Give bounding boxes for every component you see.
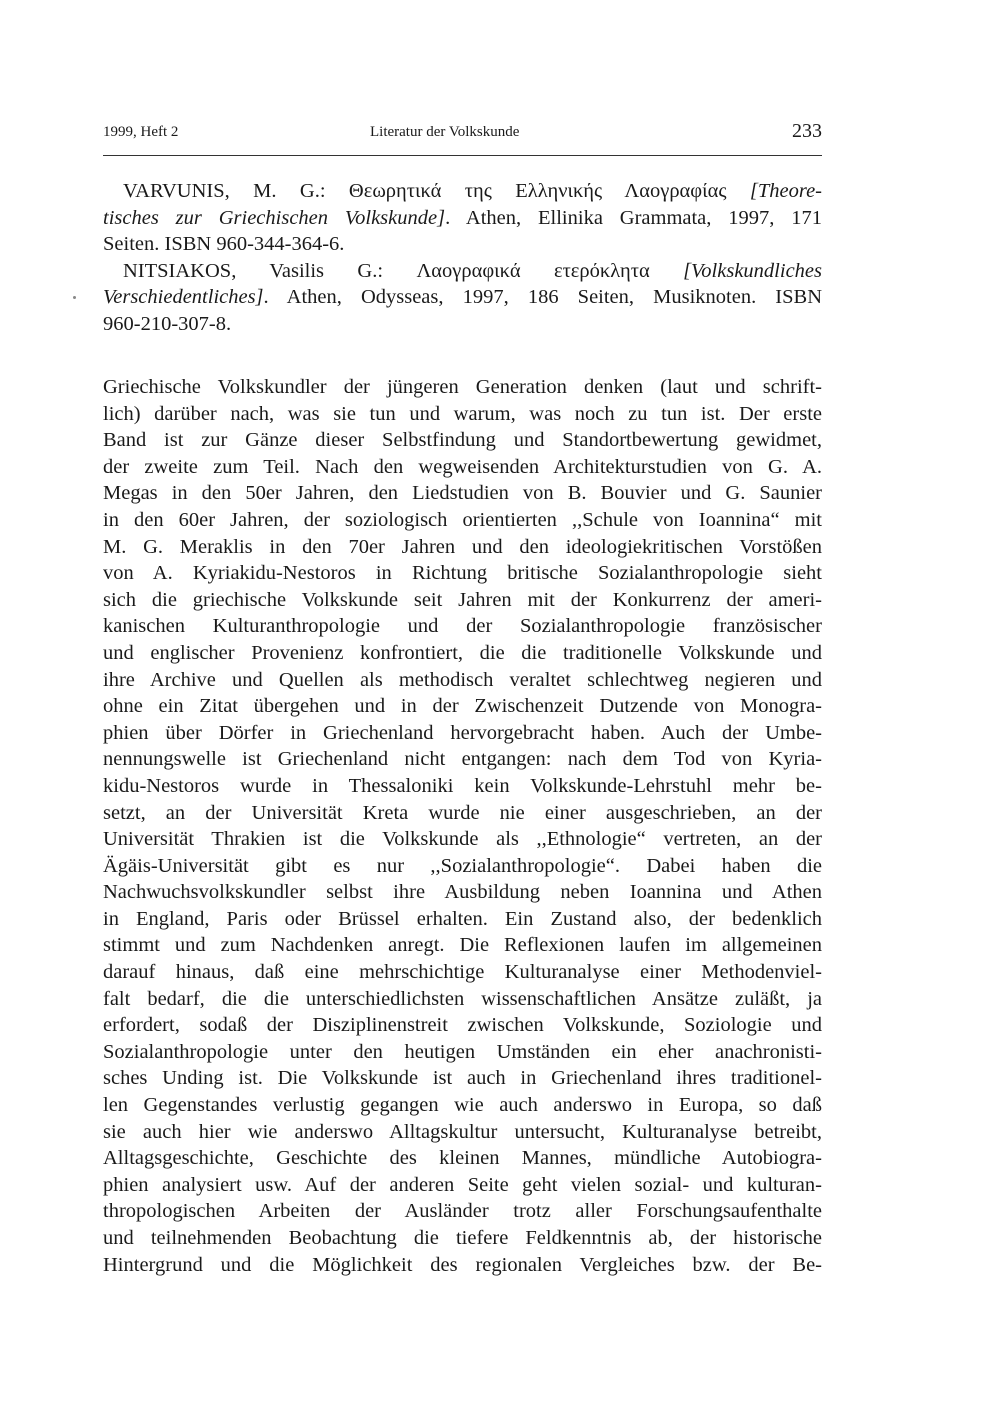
body-line: lich) darüber nach, was sie tun und warum, was noch zu tun ist. Der erste [103, 402, 822, 425]
entry-text: . Athen, Ellinika Grammata, 1997, 171 [445, 206, 823, 229]
body-text [103, 374, 822, 1278]
body-line: Hintergrund und die Möglichkeit des regionalen Vergleiches bzw. der Be- [103, 1253, 822, 1276]
body-line: in den 60er Jahren, der soziologisch orientierten ,,Schule von Ioannina“ mit [103, 508, 822, 531]
body-line: M. G. Meraklis in den 70er Jahren und den ideologiekritischen Vorstößen [103, 535, 822, 558]
entry-text: NITSIAKOS, Vasilis G.: Λαογραφικά ετερόκλητα [123, 259, 684, 282]
entry-line [103, 258, 822, 285]
body-line: phien über Dörfer in Griechenland hervorgebracht haben. Auch der Umbe- [103, 721, 822, 744]
bibliography-entry [103, 178, 822, 258]
issue-label: 1999, Heft 2 [103, 124, 179, 140]
body-line: nennungswelle ist Griechenland nicht entgangen: nach dem Tod von Kyria- [103, 748, 822, 771]
body-line: sie auch hier wie anderswo Alltagskultur untersucht, Kulturanalyse betreibt, [103, 1120, 822, 1143]
body-line: und englischer Provenienz konfrontiert, die die traditionelle Volkskunde und [103, 641, 822, 664]
margin-mark [73, 296, 76, 299]
body-line: und teilnehmenden Beobachtung die tiefere Feldkenntnis ab, der historische [103, 1227, 822, 1249]
entry-text: 960-210-307-8. [103, 312, 232, 335]
body-line: sich die griechische Volkskunde seit Jahren mit der Konkurrenz der ameri- [103, 588, 822, 611]
body-line: Universität Thrakien ist die Volkskunde als ,,Ethnologie“ vertreten, an der [103, 828, 822, 851]
body-line: Megas in den 50er Jahren, den Liedstudien von B. Bouvier und G. Saunier [103, 482, 822, 505]
body-line: setzt, an der Universität Kreta wurde nie einer ausgeschrieben, an der [103, 801, 822, 824]
entry-line [103, 178, 822, 205]
body-line: erfordert, sodaß der Disziplinenstreit zwischen Volkskunde, Soziologie und [103, 1014, 822, 1037]
body-line: len Gegenstandes verlustig gegangen wie auch anderswo in Europa, so daß [103, 1094, 822, 1117]
entry-text: Seiten. ISBN 960-344-364-6. [103, 233, 345, 256]
body-line: Nachwuchsvolkskundler selbst ihre Ausbildung neben Ioannina und Athen [103, 881, 822, 904]
entry-text: VARVUNIS, M. G.: Θεωρητικά της Ελληνικής Λαογραφίας [123, 180, 750, 202]
body-line: darauf hinaus, daß eine mehrschichtige Kulturanalyse einer Methodenviel- [103, 961, 822, 984]
section-title: Literatur der Volkskunde [370, 124, 520, 140]
body-line: kanischen Kulturanthropologie und der Sozialanthropologie französischer [103, 615, 822, 638]
entry-line [103, 311, 822, 338]
body-line: stimmt und zum Nachdenken anregt. Die Reflexionen laufen im allgemeinen [103, 934, 822, 957]
body-line: falt bedarf, die die unterschiedlichsten wissenschaftlichen Ansätze zuläßt, ja [103, 987, 822, 1010]
entry-text: . Athen, Odysseas, 1997, 186 Seiten, Musiknoten. ISBN [263, 286, 822, 309]
header-rule [103, 155, 822, 156]
body-line: ohne ein Zitat übergehen und in der Zwischenzeit Dutzende von Monogra- [103, 695, 822, 718]
entry-line [103, 205, 822, 232]
page-number: 233 [792, 120, 822, 142]
bibliography-entry [103, 258, 822, 338]
body-line: Alltagsgeschichte, Geschichte des kleinen Mannes, mündliche Autobiogra- [103, 1147, 822, 1170]
bibliography [103, 178, 822, 338]
entry-title-translation: tisches zur Griechischen Volkskunde] [103, 206, 446, 229]
entry-title-translation: Verschiedentliches] [103, 286, 264, 309]
body-line: in England, Paris oder Brüssel erhalten. Ein Zustand also, der bedenklich [103, 907, 822, 930]
body-line: Band ist zur Gänze dieser Selbstfindung und Standortbewertung gewidmet, [103, 429, 822, 452]
entry-title-translation: [Theore- [749, 180, 822, 202]
body-line: Ägäis-Universität gibt es nur ,,Sozialanthropologie“. Dabei haben die [103, 854, 822, 877]
body-line: kidu-Nestoros wurde in Thessaloniki kein Volkskunde-Lehrstuhl mehr be- [103, 774, 822, 797]
entry-line [103, 231, 822, 258]
body-line: thropologischen Arbeiten der Ausländer trotz aller Forschungsaufenthalte [103, 1200, 822, 1223]
body-line: Sozialanthropologie unter den heutigen Umständen ein eher anachronisti- [103, 1040, 822, 1063]
body-line: von A. Kyriakidu-Nestoros in Richtung britische Sozialanthropologie sieht [103, 562, 822, 585]
body-line: der zweite zum Teil. Nach den wegweisenden Architekturstudien von G. A. [103, 455, 822, 478]
body-line: phien analysiert usw. Auf der anderen Seite geht vielen sozial- und kulturan- [103, 1173, 822, 1196]
body-line: sches Unding ist. Die Volkskunde ist auch in Griechenland ihres traditionel- [103, 1067, 822, 1090]
body-line: ihre Archive und Quellen als methodisch veraltet schlechtweg negieren und [103, 668, 822, 691]
body-line: Griechische Volkskundler der jüngeren Generation denken (laut und schrift- [103, 376, 822, 398]
entry-title-translation: [Volkskundliches [683, 259, 822, 282]
running-header [103, 120, 822, 144]
entry-line [103, 284, 822, 311]
